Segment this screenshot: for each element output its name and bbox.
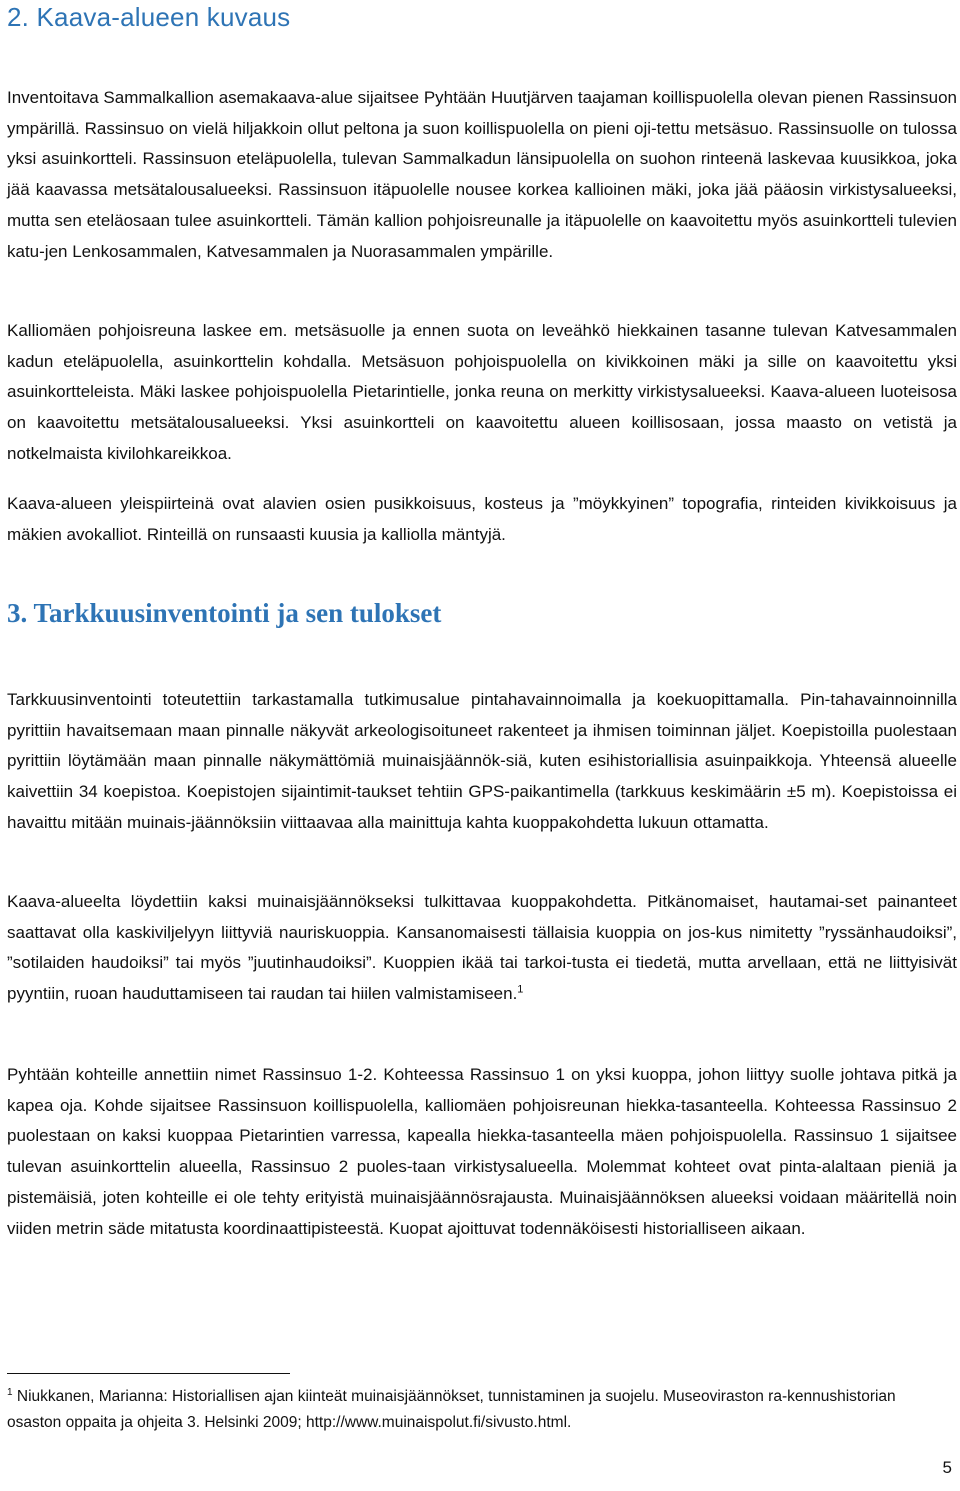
paragraph: Kalliomäen pohjoisreuna laskee em. metsäsuolle ja ennen suota on leveähkö hiekkainen tasanne tulevan Katvesammalen kadun eteläpuolella, asuinkorttelin kohdalla. Metsäsuon pohjoispuolella on kivikkoinen mäki ja sille on kaavoitettu yksi asuinkortteleista. Mäki laskee pohjoispuolella Pietarintielle, jonka reuna on merkitty virkistysalueeksi. Kaava-alueen luoteisosa on kaavoitettu metsätalousalueeksi. Yksi asuinkortteli on kaavoitettu alueen koillisosaan, jossa maasto on vetistä ja notkelmaista kivilohkareikkoa. [7,321,957,463]
footnote-reference[interactable]: 1 [517,983,524,996]
section-heading-2: 2. Kaava-alueen kuvaus [7,2,291,32]
paragraph [7,887,957,1010]
footnote-text: Niukkanen, Marianna: Historiallisen ajan kiinteät muinaisjäännökset, tunnistaminen ja suojelu. Museoviraston ra-kennushistorian osaston oppaita ja ohjeita 3. Helsinki 2009; http://www.muinaispolut.fi/sivusto.html. [7,1388,896,1431]
paragraph: Inventoitava Sammalkallion asemakaava-alue sijaitsee Pyhtään Huutjärven taajaman koillispuolella olevan pienen Rassinsuon ympärillä. Rassinsuo on vielä hiljakkoin ollut peltona ja suon koillispuolella on pieni oji-tettu metsäsuo. Rassinsuolle on tulossa yksi asuinkortteli. Rassinsuon eteläpuolella, tulevan Sammalkadun länsipuolella on suohon rinteenä laskevaa kuusikkoa, joka jää kaavassa metsätalousalueeksi. Rassinsuon itäpuolelle nousee korkea kallioinen mäki, joka jää pääosin virkistysalueeksi, mutta sen eteläosaan tulee asuinkortteli. Tämän kallion pohjoisreunalle ja itäpuolelle on kaavoitettu myös asuinkortteli tulevien katu-jen Lenkosammalen, Katvesammalen ja Nuorasammalen ympärille. [7,88,957,261]
paragraph: Kaava-alueen yleispiirteinä ovat alavien osien pusikkoisuus, kosteus ja ”möykkyinen” topografia, rinteiden kivikkoisuus ja mäkien avokalliot. Rinteillä on runsaasti kuusia ja kalliolla mäntyjä. [7,494,957,544]
paragraph-text: Kaava-alueelta löydettiin kaksi muinaisjäännökseksi tulkittavaa kuoppakohdetta. Pitkänomaiset, hautamai-set painanteet saattavat olla kaskiviljelyyn liittyviä nauriskuoppia. Kansanomaisesti tällaisia kuoppia on jos-kus nimitetty ”ryssänhaudoiksi”, ”sotilaiden haudoiksi” tai myös ”juutinhaudoiksi”. Kuoppien ikää tai tarkoi-tusta ei tiedetä, mutta arvellaan, että ne liittyisivät pyyntiin, ruoan hauduttamiseen tai raudan tai hiilen valmistamiseen. [7,892,957,1004]
paragraph: Tarkkuusinventointi toteutettiin tarkastamalla tutkimusalue pintahavainnoimalla ja koekuopittamalla. Pin-tahavainnoinnilla pyrittiin havaitsemaan maan pinnalle näkyvät arkeologisoituneet rakenteet ja ihmisen toiminnan jäljet. Koepistoilla puolestaan pyrittiin löytämään maan pinnalle näkymättömiä muinaisjäännök-siä, kuten esihistoriallisia asuinpaikkoja. Yhteensä alueelle kaivettiin 34 koepistoa. Koepistojen sijaintimit-taukset tehtiin GPS-paikantimella (tarkkuus keskimäärin ±5 m). Koepistoissa ei havaittu mitään muinais-jäännöksiin viittaavaa alla mainittuja kahta kuoppakohdetta lukuun ottamatta. [7,690,957,832]
footnote-marker: 1 [7,1386,13,1398]
section-heading-3: 3. Tarkkuusinventointi ja sen tulokset [7,598,442,628]
footnote [7,1384,945,1436]
page-number: 5 [942,1458,952,1477]
paragraph: Pyhtään kohteille annettiin nimet Rassinsuo 1-2. Kohteessa Rassinsuo 1 on yksi kuoppa, johon liittyy suolle johtava pitkä ja kapea oja. Kohde sijaitsee Rassinsuon koillispuolella, kalliomäen pohjoisreunan hiekka-tasanteella. Kohteessa Rassinsuo 2 puolestaan on kaksi kuoppaa Pietarintien varressa, kapealla hiekka-tasanteella mäen pohjoispuolella. Rassinsuo 1 sijaitsee tulevan asuinkorttelin alueella, Rassinsuo 2 puoles-taan virkistysalueella. Molemmat kohteet ovat pinta-alaltaan pieniä ja pistemäisiä, joten kohteille ei ole tehty erityistä muinaisjäännösrajausta. Muinaisjäännöksen alueeksi voidaan määritellä noin viiden metrin säde mitatusta koordinaattipisteestä. Kuopat ajoittuvat todennäköisesti historialliseen aikaan. [7,1065,957,1238]
footnote-separator [7,1373,290,1374]
